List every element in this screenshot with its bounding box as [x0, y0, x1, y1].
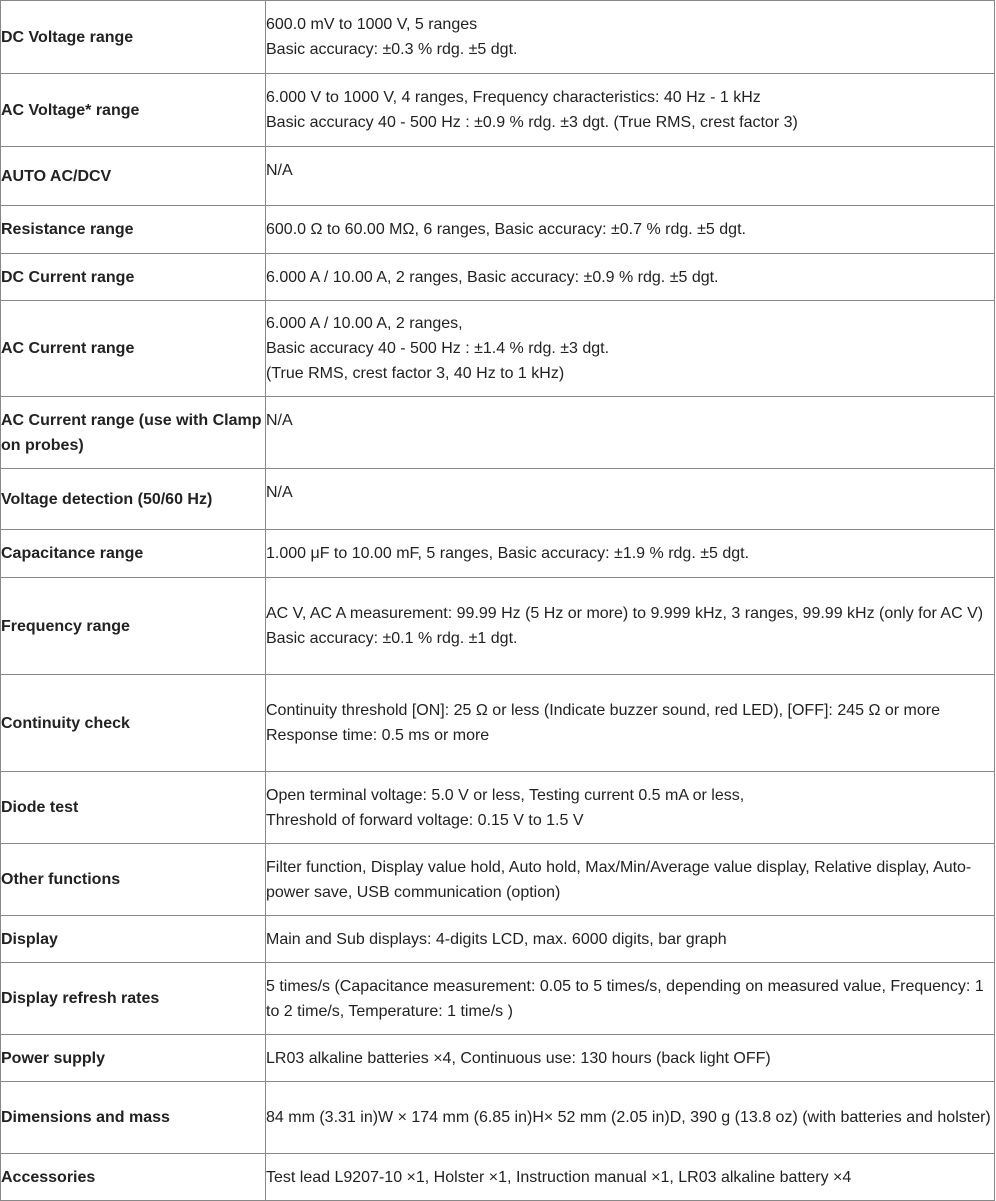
- row-value: [266, 1035, 995, 1082]
- row-label: Accessories: [1, 1154, 266, 1201]
- row-value: [266, 963, 995, 1035]
- row-label: AUTO AC/DCV: [1, 147, 266, 206]
- row-label: Display refresh rates: [1, 963, 266, 1035]
- table-row: [1, 530, 995, 578]
- row-label: Dimensions and mass: [1, 1082, 266, 1154]
- value-line: N/A: [266, 484, 293, 501]
- row-label: DC Current range: [1, 254, 266, 301]
- value-line: 600.0 mV to 1000 V, 5 ranges: [266, 16, 478, 33]
- value-line: 600.0 Ω to 60.00 MΩ, 6 ranges, Basic accuracy: ±0.7 % rdg. ±5 dgt.: [266, 221, 746, 238]
- value-line: 6.000 A / 10.00 A, 2 ranges, Basic accuracy: ±0.9 % rdg. ±5 dgt.: [266, 268, 719, 286]
- value-line: Continuity threshold [ON]: 25 Ω or less (Indicate buzzer sound, red LED), [OFF]: 245 Ω or more: [266, 702, 940, 719]
- value-line: 84 mm (3.31 in)W × 174 mm (6.85 in)H× 52 mm (2.05 in)D, 390 g (13.8 oz) (with batteries and holster): [266, 1109, 991, 1126]
- row-label: Continuity check: [1, 675, 266, 772]
- row-value: [266, 844, 995, 916]
- row-value: [266, 1154, 995, 1201]
- row-label: Power supply: [1, 1035, 266, 1082]
- table-row: [1, 301, 995, 397]
- row-label: AC Current range (use with Clamp on probes): [1, 397, 266, 469]
- table-row: [1, 469, 995, 530]
- value-line: LR03 alkaline batteries ×4, Continuous use: 130 hours (back light OFF): [266, 1049, 771, 1067]
- row-value: [266, 397, 995, 469]
- row-value: [266, 1082, 995, 1154]
- row-label: Other functions: [1, 844, 266, 916]
- row-label: AC Voltage* range: [1, 74, 266, 147]
- table-row: [1, 916, 995, 963]
- value-line: Test lead L9207-10 ×1, Holster ×1, Instruction manual ×1, LR03 alkaline battery ×4: [266, 1168, 852, 1186]
- table-row: [1, 254, 995, 301]
- value-line: N/A: [266, 412, 293, 429]
- value-line: AC V, AC A measurement: 99.99 Hz (5 Hz or more) to 9.999 kHz, 3 ranges, 99.99 kHz (only for AC V): [266, 605, 984, 622]
- table-row: [1, 963, 995, 1035]
- row-label: DC Voltage range: [1, 1, 266, 74]
- row-value: [266, 254, 995, 301]
- table-row: [1, 1, 995, 74]
- row-value: [266, 147, 995, 206]
- row-value: [266, 301, 995, 397]
- row-label: Resistance range: [1, 206, 266, 254]
- value-line: Basic accuracy 40 - 500 Hz : ±1.4 % rdg. ±3 dgt.: [266, 340, 610, 357]
- table-row: [1, 74, 995, 147]
- table-row: [1, 1035, 995, 1082]
- value-line: N/A: [266, 162, 293, 179]
- value-line: Basic accuracy: ±0.1 % rdg. ±1 dgt.: [266, 630, 518, 647]
- row-label: Capacitance range: [1, 530, 266, 578]
- row-value: [266, 578, 995, 675]
- value-line: Basic accuracy: ±0.3 % rdg. ±5 dgt.: [266, 41, 518, 58]
- row-value: [266, 916, 995, 963]
- row-value: [266, 206, 995, 254]
- value-line: (True RMS, crest factor 3, 40 Hz to 1 kHz): [266, 365, 565, 382]
- table-row: [1, 147, 995, 206]
- row-label: Diode test: [1, 772, 266, 844]
- table-row: [1, 1082, 995, 1154]
- value-line: 6.000 V to 1000 V, 4 ranges, Frequency characteristics: 40 Hz - 1 kHz: [266, 89, 761, 106]
- table-row: [1, 844, 995, 916]
- table-row: [1, 1154, 995, 1201]
- row-label: Voltage detection (50/60 Hz): [1, 469, 266, 530]
- row-label: Frequency range: [1, 578, 266, 675]
- value-line: 6.000 A / 10.00 A, 2 ranges,: [266, 315, 463, 332]
- row-value: [266, 675, 995, 772]
- value-line: Main and Sub displays: 4-digits LCD, max. 6000 digits, bar graph: [266, 930, 727, 948]
- row-value: [266, 469, 995, 530]
- row-label: Display: [1, 916, 266, 963]
- row-label: AC Current range: [1, 301, 266, 397]
- row-value: [266, 74, 995, 147]
- row-value: [266, 772, 995, 844]
- value-line: Filter function, Display value hold, Auto hold, Max/Min/Average value display, Relative display, Auto-power save, USB communication (option): [266, 858, 972, 901]
- value-line: 5 times/s (Capacitance measurement: 0.05 to 5 times/s, depending on measured value, Frequency: 1 to 2 time/s, Temperature: 1 time/s ): [266, 977, 984, 1020]
- table-row: [1, 397, 995, 469]
- value-line: Response time: 0.5 ms or more: [266, 727, 490, 744]
- value-line: Open terminal voltage: 5.0 V or less, Testing current 0.5 mA or less,: [266, 786, 745, 804]
- table-row: [1, 206, 995, 254]
- table-row: [1, 772, 995, 844]
- table-row: [1, 675, 995, 772]
- table-row: [1, 578, 995, 675]
- row-value: [266, 530, 995, 578]
- value-line: Threshold of forward voltage: 0.15 V to 1.5 V: [266, 811, 584, 829]
- value-line: Basic accuracy 40 - 500 Hz : ±0.9 % rdg. ±3 dgt. (True RMS, crest factor 3): [266, 114, 798, 131]
- row-value: [266, 1, 995, 74]
- value-line: 1.000 μF to 10.00 mF, 5 ranges, Basic accuracy: ±1.9 % rdg. ±5 dgt.: [266, 545, 750, 562]
